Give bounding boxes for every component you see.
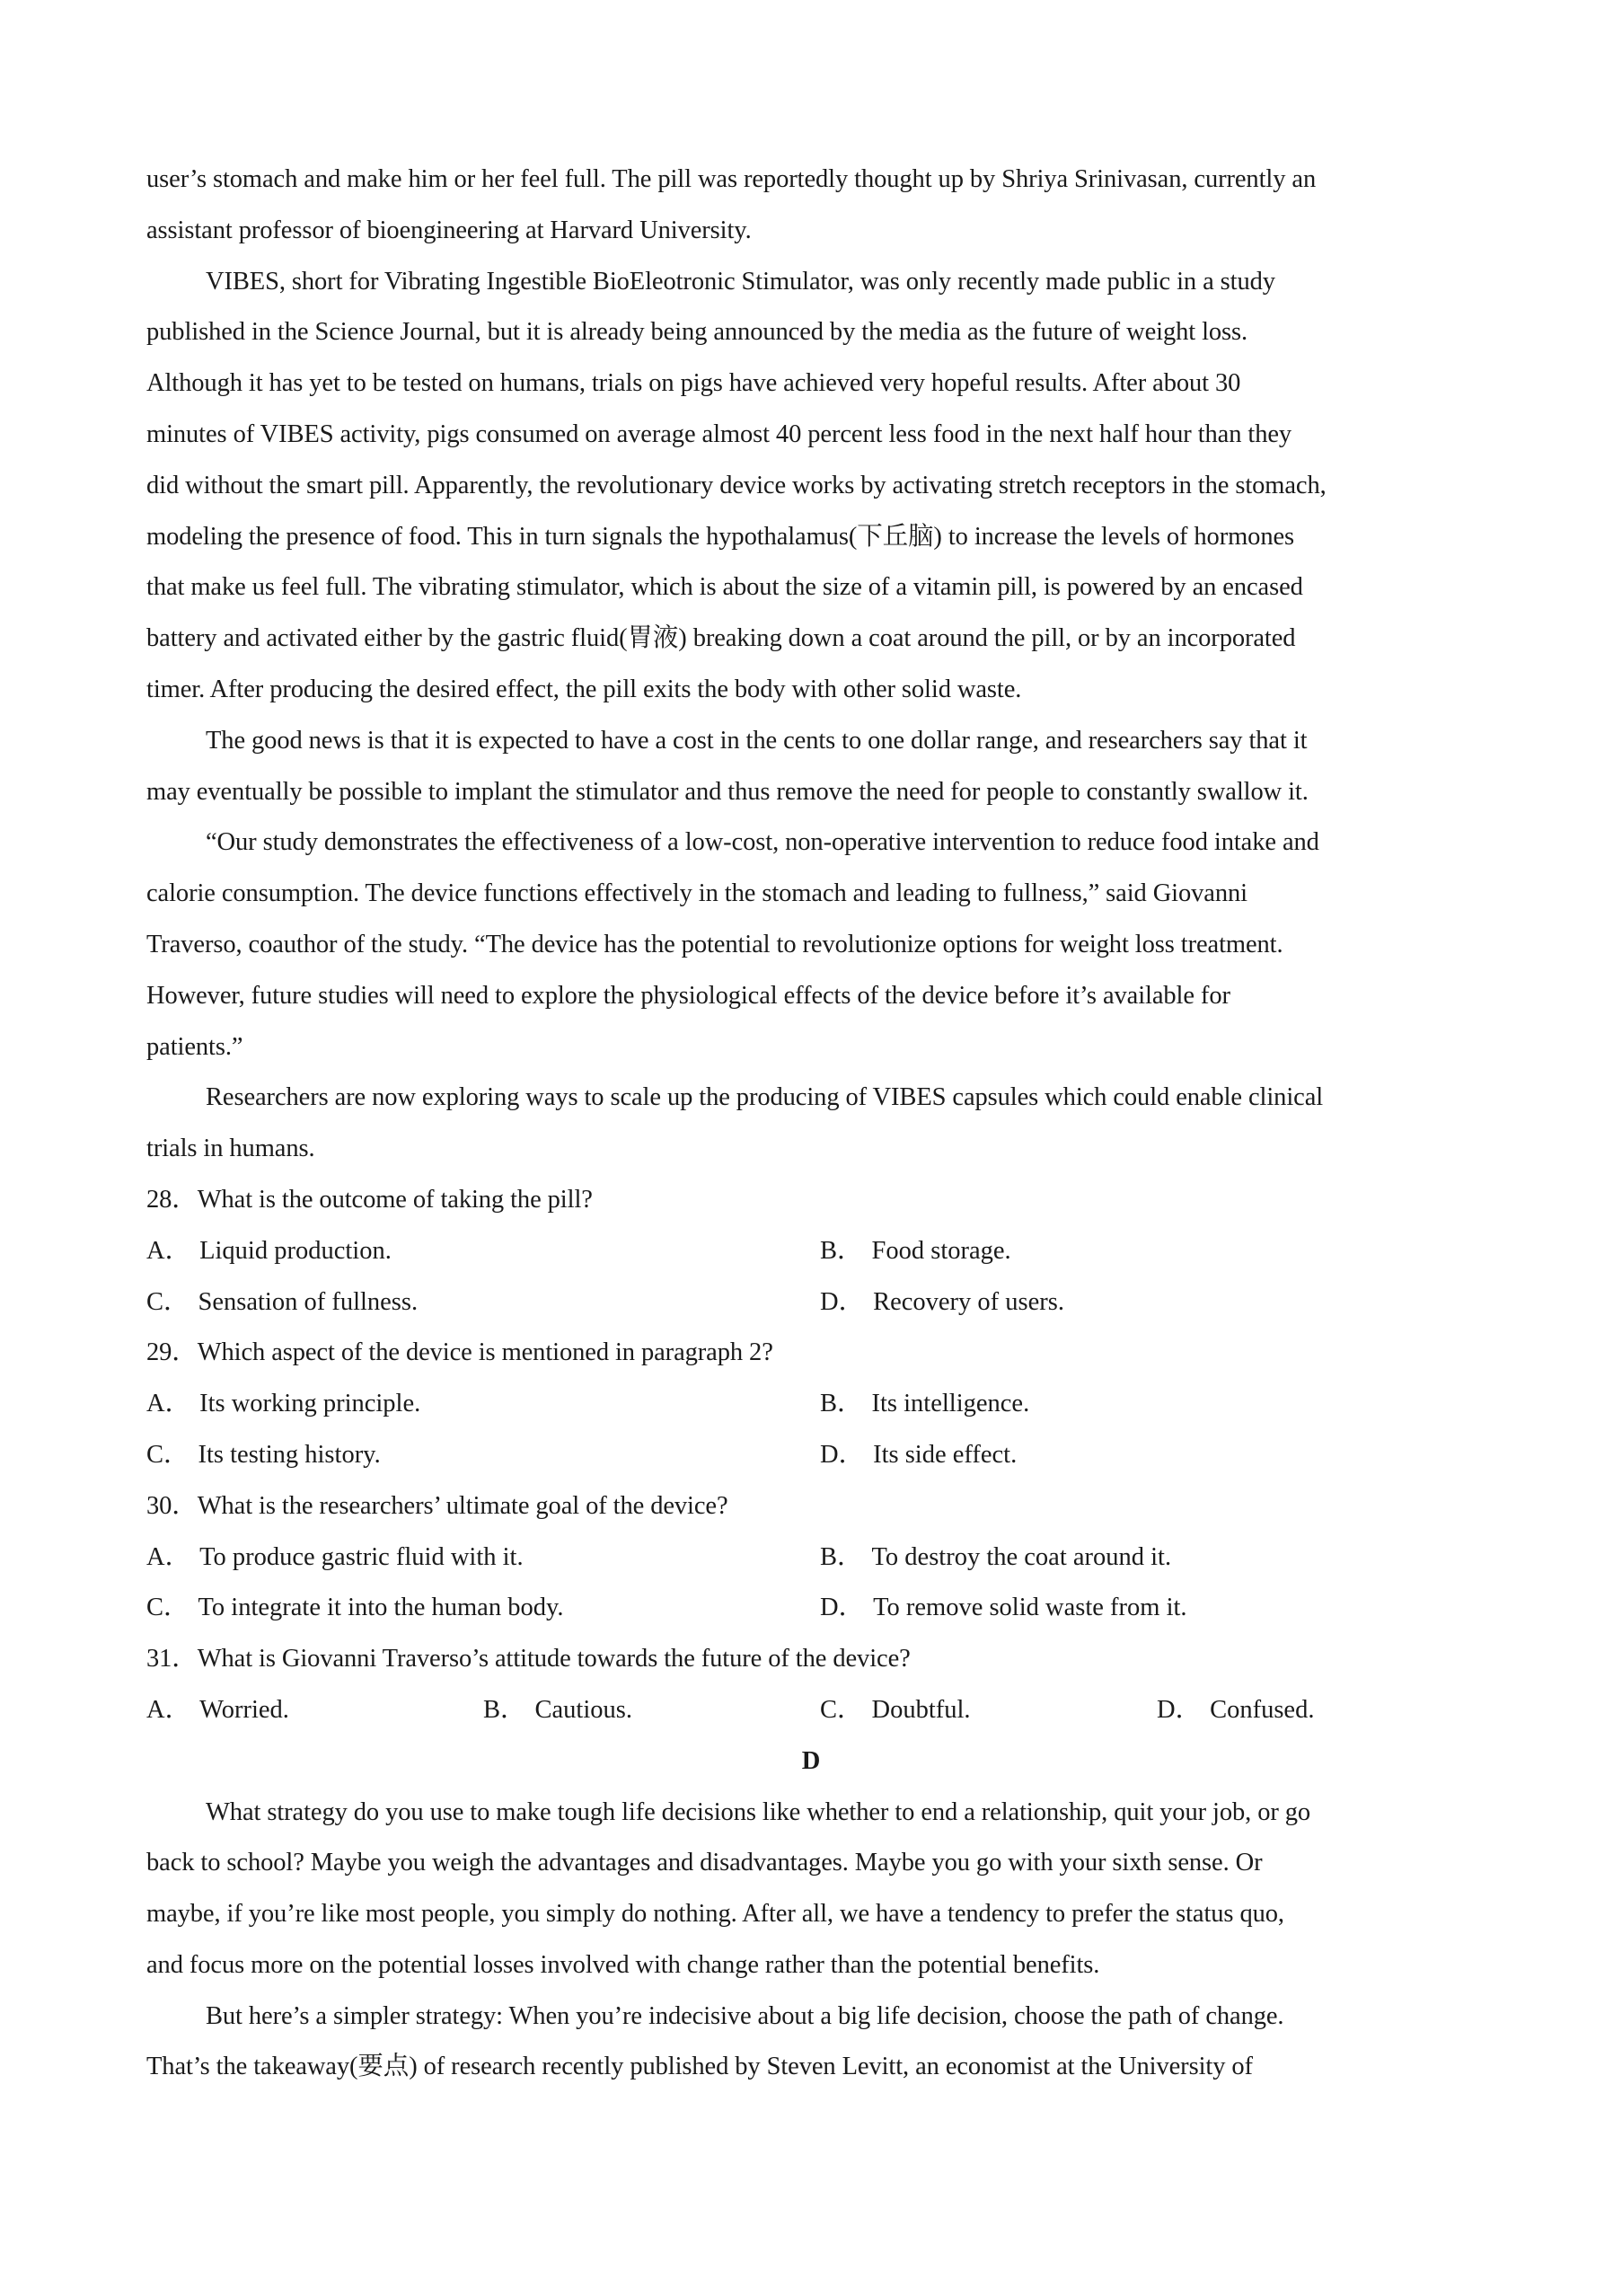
paragraph [146,817,1494,1073]
option-text: Its testing history. [198,1440,381,1469]
option-key: C． [146,1594,190,1622]
option-c[interactable] [146,1277,820,1329]
text-line: patients.” [146,1032,243,1061]
option-key: D． [820,1440,865,1469]
option-text: Worried. [199,1695,289,1724]
text-line: However, future studies will need to explore the physiological effects of the device before it’s available for [146,981,1230,1010]
option-c[interactable] [820,1685,1157,1736]
question-text: What is the researchers’ ultimate goal of the device? [197,1491,728,1520]
text-line: Traverso, coauthor of the study. “The device has the potential to revolutionize options for weight loss treatment. [146,930,1283,958]
question-stem [146,1634,1494,1685]
option-key: C． [820,1695,863,1724]
option-row [146,1226,1494,1277]
option-text: To produce gastric fluid with it. [199,1542,524,1571]
option-key: A． [146,1542,191,1571]
option-a[interactable] [146,1685,483,1736]
option-row [146,1532,1494,1584]
option-key: B． [820,1236,863,1265]
option-text: Its working principle. [199,1390,421,1418]
text-line: battery and activated either by the gastric fluid(胃液) breaking down a coat around the pill, or by an incorporated [146,624,1296,653]
option-b[interactable] [820,1379,1494,1430]
text-line: minutes of VIBES activity, pigs consumed on average almost 40 percent less food in the next half hour than they [146,419,1292,448]
passage-c [146,155,1494,1175]
paragraph [146,155,1494,257]
option-d[interactable] [820,1277,1494,1329]
option-b[interactable] [820,1226,1494,1277]
text-line: VIBES, short for Vibrating Ingestible BioEleotronic Stimulator, was only recently made public in a study [206,267,1275,296]
option-key: A． [146,1236,191,1265]
option-a[interactable] [146,1532,820,1584]
paragraph [146,1073,1494,1175]
question-stem [146,1175,1494,1226]
text-line: modeling the presence of food. This in turn signals the hypothalamus(下丘脑) to increase the levels of hormones [146,522,1295,551]
text-line: may eventually be possible to implant the stimulator and thus remove the need for people to constantly swallow it. [146,777,1309,806]
paragraph [146,1991,1494,2094]
text-line: But here’s a simpler strategy: When you’re indecisive about a big life decision, choose the path of change. [206,2001,1284,2030]
paragraph [146,257,1494,716]
text-line: Researchers are now exploring ways to scale up the producing of VIBES capsules which could enable clinical [206,1083,1324,1112]
option-text: Doubtful. [871,1695,971,1724]
option-key: D． [1157,1695,1202,1724]
text-line: What strategy do you use to make tough life decisions like whether to end a relationship, quit your job, or go [206,1797,1311,1826]
passage-d [146,1736,1494,2094]
option-row [146,1430,1494,1481]
question-number: 29． [146,1338,198,1367]
option-text: To integrate it into the human body. [198,1594,564,1622]
text-line: Although it has yet to be tested on humans, trials on pigs have achieved very hopeful results. After about 30 [146,369,1241,398]
option-text: Food storage. [871,1236,1011,1265]
section-heading: D [801,1746,821,1775]
text-line: and focus more on the potential losses involved with change rather than the potential benefits. [146,1950,1100,1979]
question-text: What is the outcome of taking the pill? [197,1185,593,1214]
question-stem [146,1481,1494,1532]
option-b[interactable] [820,1532,1494,1584]
option-b[interactable] [483,1685,820,1736]
text-line: timer. After producing the desired effect, the pill exits the body with other solid waste. [146,675,1022,703]
paragraph [146,716,1494,818]
text-line: The good news is that it is expected to have a cost in the cents to one dollar range, and researchers say that it [206,726,1308,755]
text-line: back to school? Maybe you weigh the advantages and disadvantages. Maybe you go with your sixth sense. Or [146,1849,1263,1877]
option-key: B． [483,1695,526,1724]
text-line: published in the Science Journal, but it is already being announced by the media as the future of weight loss. [146,318,1248,347]
text-line: trials in humans. [146,1135,315,1163]
text-line: calorie consumption. The device functions effectively in the stomach and leading to fullness,” said Giovanni [146,879,1247,908]
option-key: B． [820,1390,863,1418]
question-stem [146,1328,1494,1379]
paragraph [146,1788,1494,1991]
question-number: 28． [146,1185,198,1214]
question-29 [146,1328,1494,1480]
option-text: Liquid production. [199,1236,392,1265]
option-key: B． [820,1542,863,1571]
text-line: user’s stomach and make him or her feel full. The pill was reportedly thought up by Shriya Srinivasan, currently an [146,165,1317,193]
option-key: D． [820,1594,865,1622]
text-line: maybe, if you’re like most people, you simply do nothing. After all, we have a tendency to prefer the status quo, [146,1900,1284,1929]
text-line: did without the smart pill. Apparently, the revolutionary device works by activating stretch receptors in the stomach, [146,471,1327,499]
option-key: A． [146,1695,191,1724]
option-key: D． [820,1287,865,1316]
question-text: What is Giovanni Traverso’s attitude towards the future of the device? [197,1645,911,1673]
option-d[interactable] [820,1583,1494,1634]
question-number: 30． [146,1491,198,1520]
question-30 [146,1481,1494,1634]
text-line: That’s the takeaway(要点) of research recently published by Steven Levitt, an economist at the University of [146,2053,1253,2081]
option-row [146,1277,1494,1329]
text-line: that make us feel full. The vibrating stimulator, which is about the size of a vitamin pill, is powered by an encased [146,573,1303,602]
question-number: 31． [146,1645,198,1673]
page-content [146,155,1494,2093]
option-text: Confused. [1210,1695,1315,1724]
option-c[interactable] [146,1583,820,1634]
option-key: C． [146,1287,190,1316]
text-line: assistant professor of bioengineering at Harvard University. [146,216,752,244]
option-key: C． [146,1440,190,1469]
option-key: A． [146,1390,191,1418]
question-28 [146,1175,1494,1328]
option-a[interactable] [146,1379,820,1430]
option-text: Sensation of fullness. [198,1287,419,1316]
option-d[interactable] [820,1430,1494,1481]
option-text: Cautious. [534,1695,632,1724]
option-c[interactable] [146,1430,820,1481]
text-line: “Our study demonstrates the effectiveness of a low-cost, non-operative intervention to reduce food intake and [206,828,1319,857]
question-text: Which aspect of the device is mentioned in paragraph 2? [197,1338,773,1367]
option-row [146,1379,1494,1430]
option-text: Its side effect. [873,1440,1018,1469]
option-row [146,1583,1494,1634]
option-row [146,1685,1494,1736]
option-a[interactable] [146,1226,820,1277]
option-text: Its intelligence. [871,1390,1030,1418]
option-text: To remove solid waste from it. [873,1594,1187,1622]
option-text: Recovery of users. [873,1287,1064,1316]
option-d[interactable] [1157,1685,1494,1736]
question-31 [146,1634,1494,1736]
option-text: To destroy the coat around it. [871,1542,1172,1571]
